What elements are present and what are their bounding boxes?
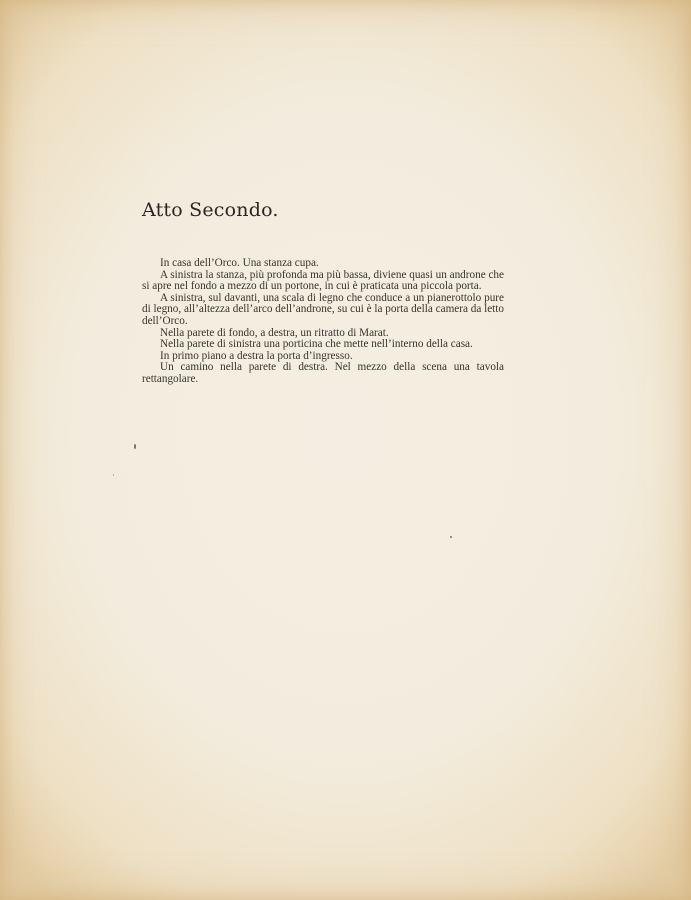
paragraph: A sinistra la stanza, più profonda ma più bassa, diviene quasi un androne che si apre nel fondo a mezzo di un portone, in cui è praticata una piccola porta. [142,268,504,293]
paper-speck [134,444,136,449]
paper-speck [450,536,452,538]
paragraph: Nella parete di fondo, a destra, un ritratto di Marat. [160,326,389,339]
act-title: Atto Secondo. [142,199,279,221]
paragraph: A sinistra, sul davanti, una scala di legno che conduce a un pianerottolo pure di legno, all’altezza dell’arco dell’androne, su cui è la porta della camera da letto dell’Orco. [142,291,504,327]
paragraph: In primo piano a destra la porta d’ingresso. [160,349,353,362]
paper-speck [113,474,114,476]
paragraph: In casa dell’Orco. Una stanza cupa. [160,257,319,269]
stage-directions [142,258,504,386]
paragraph: Nella parete di sinistra una porticina che mette nell’interno della casa. [160,338,473,351]
paragraph: Un camino nella parete di destra. Nel mezzo della scena una tavola rettangolare. [142,361,504,385]
